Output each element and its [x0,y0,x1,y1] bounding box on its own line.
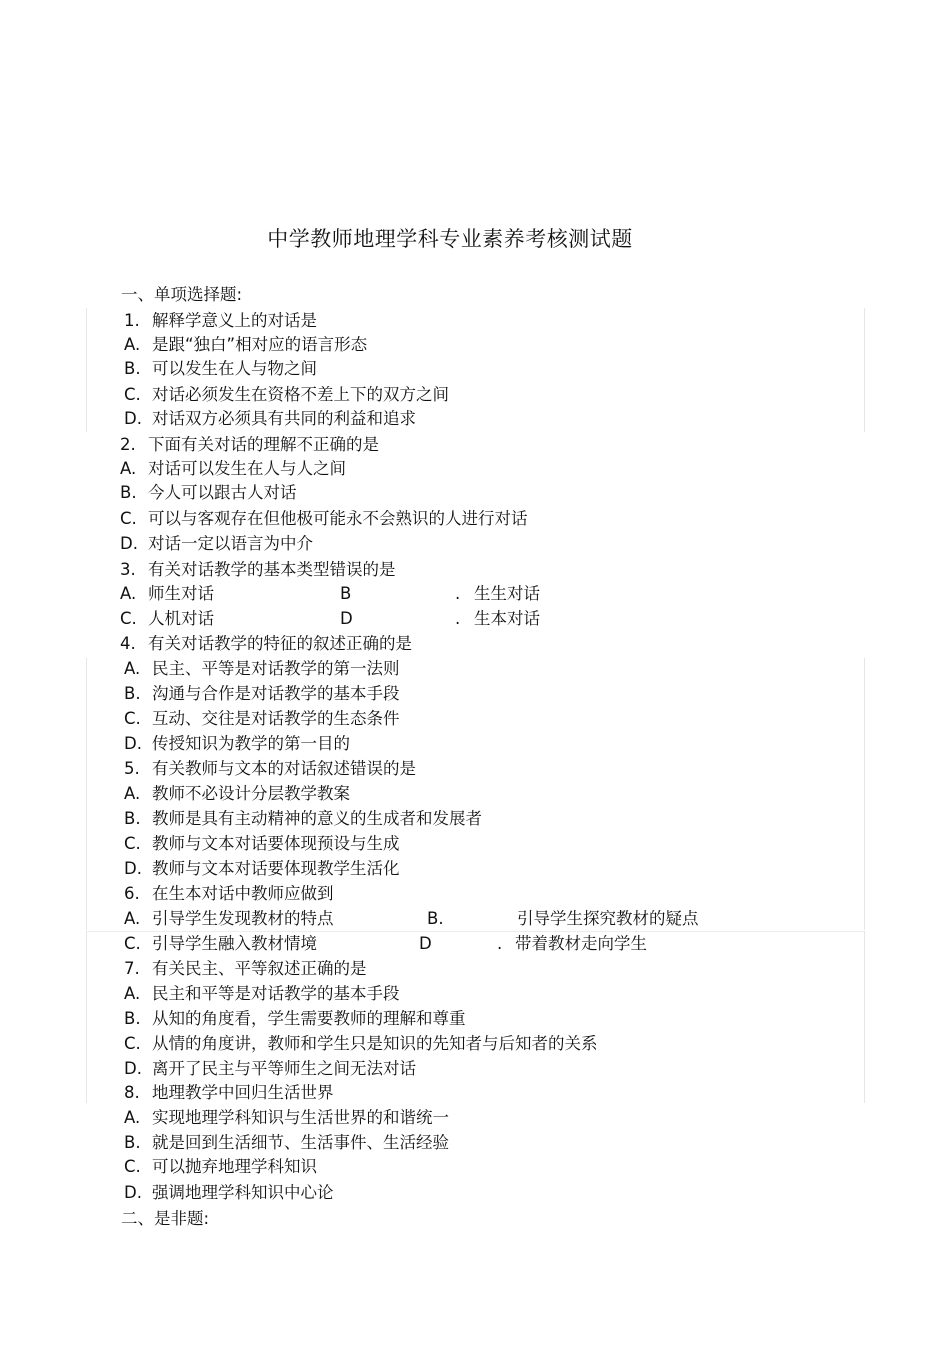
option-text: 强调地理学科知识中心论 [152,1183,334,1202]
option-dot: . [497,934,503,953]
option-line [0,1107,900,1129]
section-heading-single-choice: 一、单项选择题: [121,285,243,304]
option-text: 从情的角度讲，教师和学生只是知识的先知者与后知者的关系 [152,1034,598,1053]
question-stem [0,559,900,581]
option-label: D. [120,534,138,553]
option-label: B. [124,1009,141,1028]
option-text: 生生对话 [474,584,540,603]
option-text: 师生对话 [148,584,214,603]
question-stem [0,958,900,980]
option-text: 教师与文本对话要体现教学生活化 [152,859,400,878]
option-dot: . [455,584,461,603]
question-text: 下面有关对话的理解不正确的是 [148,435,379,454]
option-label: B [340,584,352,603]
option-line [0,482,900,504]
option-line [0,1058,900,1080]
option-line [0,658,900,680]
option-text: 生本对话 [474,609,540,628]
option-line [0,683,900,705]
option-label: A. [124,984,141,1003]
option-text: 人机对话 [148,609,214,628]
question-stem [0,883,900,905]
question-stem [0,1082,900,1104]
option-label: B. [124,809,141,828]
question-text: 解释学意义上的对话是 [152,311,317,330]
option-label: B. [427,909,444,928]
option-text: 传授知识为教学的第一目的 [152,734,350,753]
question-stem [0,758,900,780]
option-line [0,908,900,930]
option-dot: . [455,609,461,628]
option-text: 今人可以跟古人对话 [148,483,297,502]
option-line [0,508,900,530]
option-label: A. [124,784,141,803]
question-text: 有关教师与文本的对话叙述错误的是 [152,759,416,778]
option-line [0,783,900,805]
option-line [0,833,900,855]
option-text: 实现地理学科知识与生活世界的和谐统一 [152,1108,449,1127]
option-text: 就是回到生活细节、生活事件、生活经验 [152,1133,449,1152]
option-label: D. [124,859,142,878]
question-text: 有关对话教学的基本类型错误的是 [148,560,396,579]
question-text: 有关对话教学的特征的叙述正确的是 [148,634,412,653]
option-label: A. [124,659,141,678]
option-line [0,933,900,955]
question-stem [0,310,900,332]
option-label: A. [120,584,137,603]
option-label: D. [124,734,142,753]
question-number: 8. [124,1083,140,1102]
option-label: C. [124,709,141,728]
option-label: D. [124,1059,142,1078]
option-text: 可以发生在人与物之间 [152,359,317,378]
option-label: C. [124,834,141,853]
option-line [0,358,900,380]
option-text: 对话一定以语言为中介 [148,534,313,553]
option-text: 对话双方必须具有共同的利益和追求 [152,409,416,428]
question-text: 在生本对话中教师应做到 [152,884,334,903]
option-label: A. [120,459,137,478]
question-number: 6. [124,884,140,903]
scan-border-line [86,931,864,932]
option-text: 是跟“独白”相对应的语言形态 [152,335,368,354]
option-label: A. [124,909,141,928]
option-label: A. [124,335,141,354]
option-line [0,708,900,730]
option-text: 民主、平等是对话教学的第一法则 [152,659,400,678]
option-label: D. [124,409,142,428]
option-line [0,733,900,755]
option-line [0,1033,900,1055]
option-label: B. [124,359,141,378]
option-label: D [340,609,353,628]
option-label: C. [120,509,137,528]
option-text: 从知的角度看，学生需要教师的理解和尊重 [152,1009,466,1028]
option-label: A. [124,1108,141,1127]
option-line [0,608,900,630]
option-line [0,808,900,830]
option-label: C. [124,385,141,404]
option-text: 引导学生发现教材的特点 [152,909,334,928]
option-text: 民主和平等是对话教学的基本手段 [152,984,400,1003]
question-number: 1. [124,311,140,330]
question-stem [0,633,900,655]
option-text: 引导学生探究教材的疑点 [517,909,699,928]
option-text: 对话必须发生在资格不差上下的双方之间 [152,385,449,404]
question-text: 地理教学中回归生活世界 [152,1083,334,1102]
question-text: 有关民主、平等叙述正确的是 [152,959,367,978]
option-text: 对话可以发生在人与人之间 [148,459,346,478]
option-line [0,334,900,356]
option-text: 离开了民主与平等师生之间无法对话 [152,1059,416,1078]
option-line [0,583,900,605]
question-number: 5. [124,759,140,778]
option-text: 可以与客观存在但他极可能永不会熟识的人进行对话 [148,509,528,528]
question-number: 3. [120,560,136,579]
option-text: 教师是具有主动精神的意义的生成者和发展者 [152,809,482,828]
option-line [0,1156,900,1178]
option-line [0,858,900,880]
option-text: 互动、交往是对话教学的生态条件 [152,709,400,728]
option-label: C. [124,1157,141,1176]
option-label: C. [124,934,141,953]
option-line [0,384,900,406]
option-label: D. [124,1183,142,1202]
option-line [0,408,900,430]
option-text: 带着教材走向学生 [515,934,647,953]
question-number: 4. [120,634,136,653]
option-line [0,1182,900,1204]
question-number: 7. [124,959,140,978]
option-line [0,1132,900,1154]
option-label: C. [124,1034,141,1053]
option-text: 引导学生融入教材情境 [152,934,317,953]
option-text: 教师与文本对话要体现预设与生成 [152,834,400,853]
option-line [0,533,900,555]
option-text: 沟通与合作是对话教学的基本手段 [152,684,400,703]
option-label: B. [124,684,141,703]
option-text: 教师不必设计分层教学教案 [152,784,350,803]
section-heading-true-false: 二、是非题: [121,1209,210,1228]
question-number: 2. [120,435,136,454]
option-line [0,1008,900,1030]
question-stem [0,434,900,456]
option-line [0,983,900,1005]
option-label: D [419,934,432,953]
option-label: B. [124,1133,141,1152]
page-title: 中学教师地理学科专业素养考核测试题 [267,227,633,251]
option-label: C. [120,609,137,628]
option-line [0,458,900,480]
option-text: 可以抛弃地理学科知识 [152,1157,317,1176]
option-label: B. [120,483,137,502]
